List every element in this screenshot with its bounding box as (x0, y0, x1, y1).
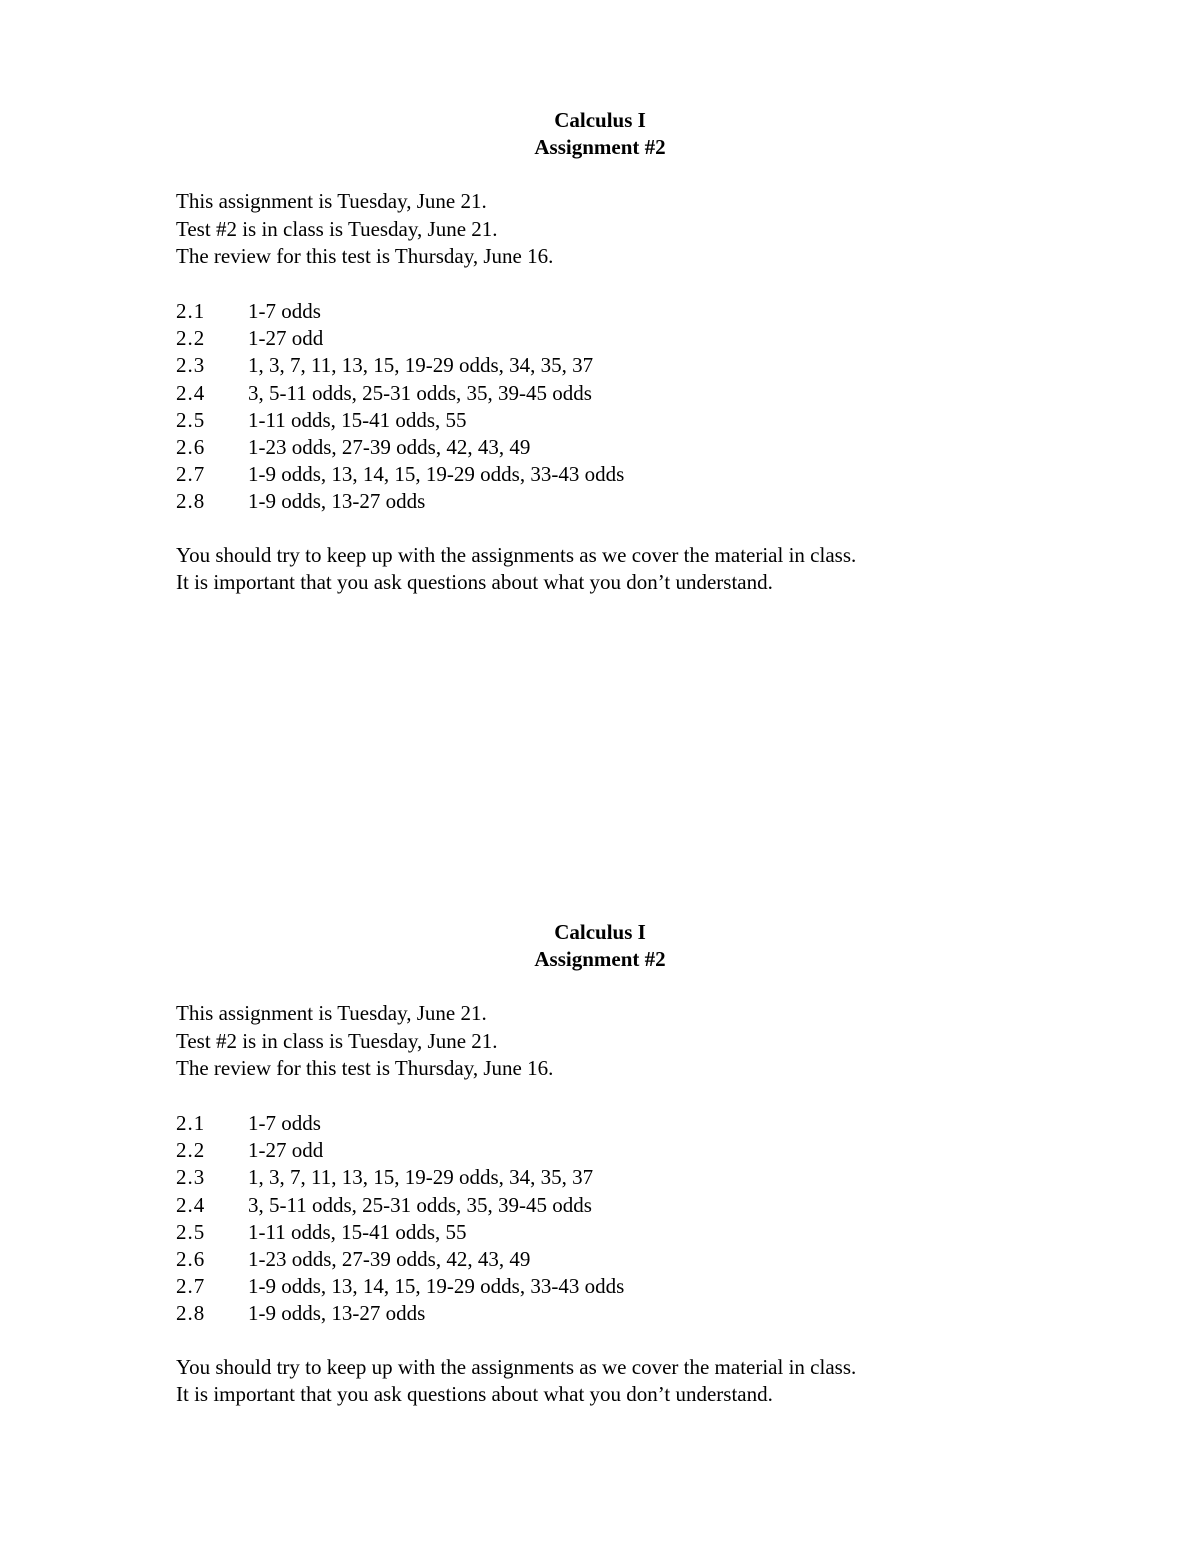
section-row (176, 1192, 1026, 1219)
section-problems: 1-7 odds (248, 1111, 321, 1136)
handout-copy-top (176, 107, 1026, 596)
closing-line: It is important that you ask questions about what you don’t understand. (176, 1381, 773, 1406)
intro-line: Test #2 is in class is Tuesday, June 21. (176, 1028, 498, 1053)
section-row (176, 1137, 1026, 1164)
intro-line: The review for this test is Thursday, June 16. (176, 1055, 554, 1080)
section-problems: 3, 5-11 odds, 25-31 odds, 35, 39-45 odds (248, 380, 592, 405)
section-row (176, 461, 1026, 488)
section-problems: 1-11 odds, 15-41 odds, 55 (248, 407, 467, 432)
title-block (0, 107, 1200, 161)
section-number: 2.7 (176, 462, 206, 487)
assignment-title: Assignment #2 (534, 947, 666, 972)
section-problems: 1-11 odds, 15-41 odds, 55 (248, 1219, 467, 1244)
course-title: Calculus I (554, 920, 646, 944)
section-number: 2.4 (176, 380, 206, 405)
section-number: 2.3 (176, 353, 206, 378)
section-row (176, 1246, 1026, 1273)
closing-line: You should try to keep up with the assignments as we cover the material in class. (176, 1354, 857, 1379)
section-problems: 1-9 odds, 13, 14, 15, 19-29 odds, 33-43 odds (248, 1274, 625, 1299)
section-number: 2.4 (176, 1192, 206, 1217)
section-number: 2.1 (176, 1111, 206, 1136)
section-problems: 1-27 odd (248, 1138, 324, 1163)
section-problems: 1-9 odds, 13-27 odds (248, 489, 426, 514)
handout-copy-bottom (176, 919, 1026, 1408)
section-row (176, 1164, 1026, 1191)
section-problems: 1-9 odds, 13, 14, 15, 19-29 odds, 33-43 odds (248, 462, 625, 487)
section-number: 2.6 (176, 434, 206, 459)
section-number: 2.5 (176, 1219, 206, 1244)
section-problems: 1-7 odds (248, 299, 321, 324)
closing-line: It is important that you ask questions about what you don’t understand. (176, 569, 773, 594)
intro-line: Test #2 is in class is Tuesday, June 21. (176, 216, 498, 241)
section-number: 2.1 (176, 299, 206, 324)
intro-line: This assignment is Tuesday, June 21. (176, 189, 487, 214)
section-row (176, 352, 1026, 379)
section-problems: 1-23 odds, 27-39 odds, 42, 43, 49 (248, 434, 531, 459)
section-row (176, 1273, 1026, 1300)
section-row (176, 1110, 1026, 1137)
closing-block (176, 1354, 1026, 1408)
section-row (176, 1300, 1026, 1327)
section-list (176, 1110, 1026, 1328)
section-row (176, 1219, 1026, 1246)
section-row (176, 325, 1026, 352)
section-problems: 1-9 odds, 13-27 odds (248, 1301, 426, 1326)
section-row (176, 434, 1026, 461)
title-block (0, 919, 1200, 973)
intro-line: This assignment is Tuesday, June 21. (176, 1001, 487, 1026)
section-number: 2.8 (176, 1301, 206, 1326)
section-row (176, 488, 1026, 515)
section-number: 2.2 (176, 1138, 206, 1163)
intro-block (176, 188, 1026, 270)
closing-block (176, 542, 1026, 596)
section-problems: 1-27 odd (248, 326, 324, 351)
section-row (176, 407, 1026, 434)
section-number: 2.3 (176, 1165, 206, 1190)
closing-line: You should try to keep up with the assignments as we cover the material in class. (176, 542, 857, 567)
section-problems: 3, 5-11 odds, 25-31 odds, 35, 39-45 odds (248, 1192, 592, 1217)
section-row (176, 380, 1026, 407)
intro-block (176, 1000, 1026, 1082)
section-problems: 1, 3, 7, 11, 13, 15, 19-29 odds, 34, 35, 37 (248, 353, 594, 378)
intro-line: The review for this test is Thursday, June 16. (176, 243, 554, 268)
section-row (176, 298, 1026, 325)
section-number: 2.8 (176, 489, 206, 514)
section-problems: 1-23 odds, 27-39 odds, 42, 43, 49 (248, 1246, 531, 1271)
section-number: 2.6 (176, 1246, 206, 1271)
section-list (176, 298, 1026, 516)
section-number: 2.5 (176, 407, 206, 432)
course-title: Calculus I (554, 108, 646, 132)
section-number: 2.2 (176, 326, 206, 351)
section-problems: 1, 3, 7, 11, 13, 15, 19-29 odds, 34, 35, 37 (248, 1165, 594, 1190)
assignment-title: Assignment #2 (534, 135, 666, 160)
section-number: 2.7 (176, 1274, 206, 1299)
